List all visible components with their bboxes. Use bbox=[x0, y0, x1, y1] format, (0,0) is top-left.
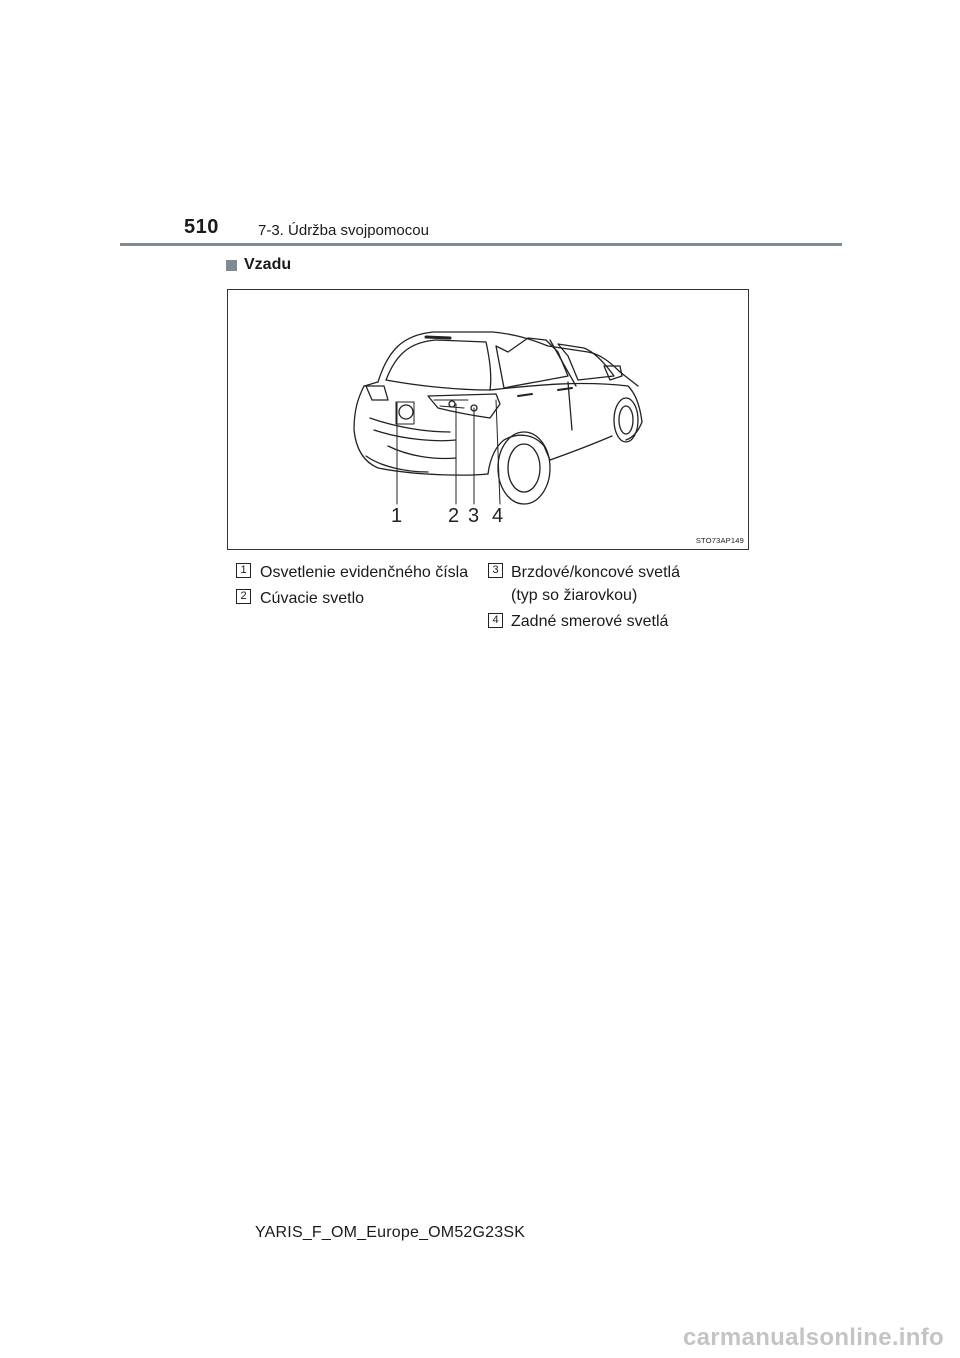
callout-2: 2 bbox=[448, 505, 460, 527]
header-divider bbox=[120, 243, 842, 246]
legend-text-3: Brzdové/koncové svetlá bbox=[511, 564, 680, 581]
subheading bbox=[226, 256, 291, 274]
footer-document-id: YARIS_F_OM_Europe_OM52G23SK bbox=[255, 1224, 526, 1241]
figure-code: STO73AP149 bbox=[695, 536, 744, 545]
legend-text-3b: (typ so žiarovkou) bbox=[511, 587, 638, 604]
square-bullet-icon bbox=[226, 260, 237, 271]
watermark: carmanualsonline.info bbox=[682, 1324, 944, 1351]
callout-4: 4 bbox=[492, 505, 504, 527]
page-number: 510 bbox=[184, 216, 219, 238]
callout-1: 1 bbox=[391, 505, 403, 527]
legend-number-4: 4 bbox=[488, 613, 503, 628]
legend-number-3: 3 bbox=[488, 563, 503, 578]
legend-text-2: Cúvacie svetlo bbox=[260, 590, 365, 607]
legend-text-4: Zadné smerové svetlá bbox=[511, 613, 669, 630]
subheading-text: Vzadu bbox=[244, 256, 292, 273]
legend-number-2: 2 bbox=[236, 589, 251, 604]
car-rear-illustration bbox=[228, 290, 750, 551]
callout-3: 3 bbox=[468, 505, 480, 527]
legend-number-1: 1 bbox=[236, 563, 251, 578]
legend-text-1: Osvetlenie evidenčného čísla bbox=[260, 564, 469, 581]
rear-lights-figure bbox=[227, 289, 749, 550]
section-title: 7-3. Údržba svojpomocou bbox=[258, 222, 429, 239]
